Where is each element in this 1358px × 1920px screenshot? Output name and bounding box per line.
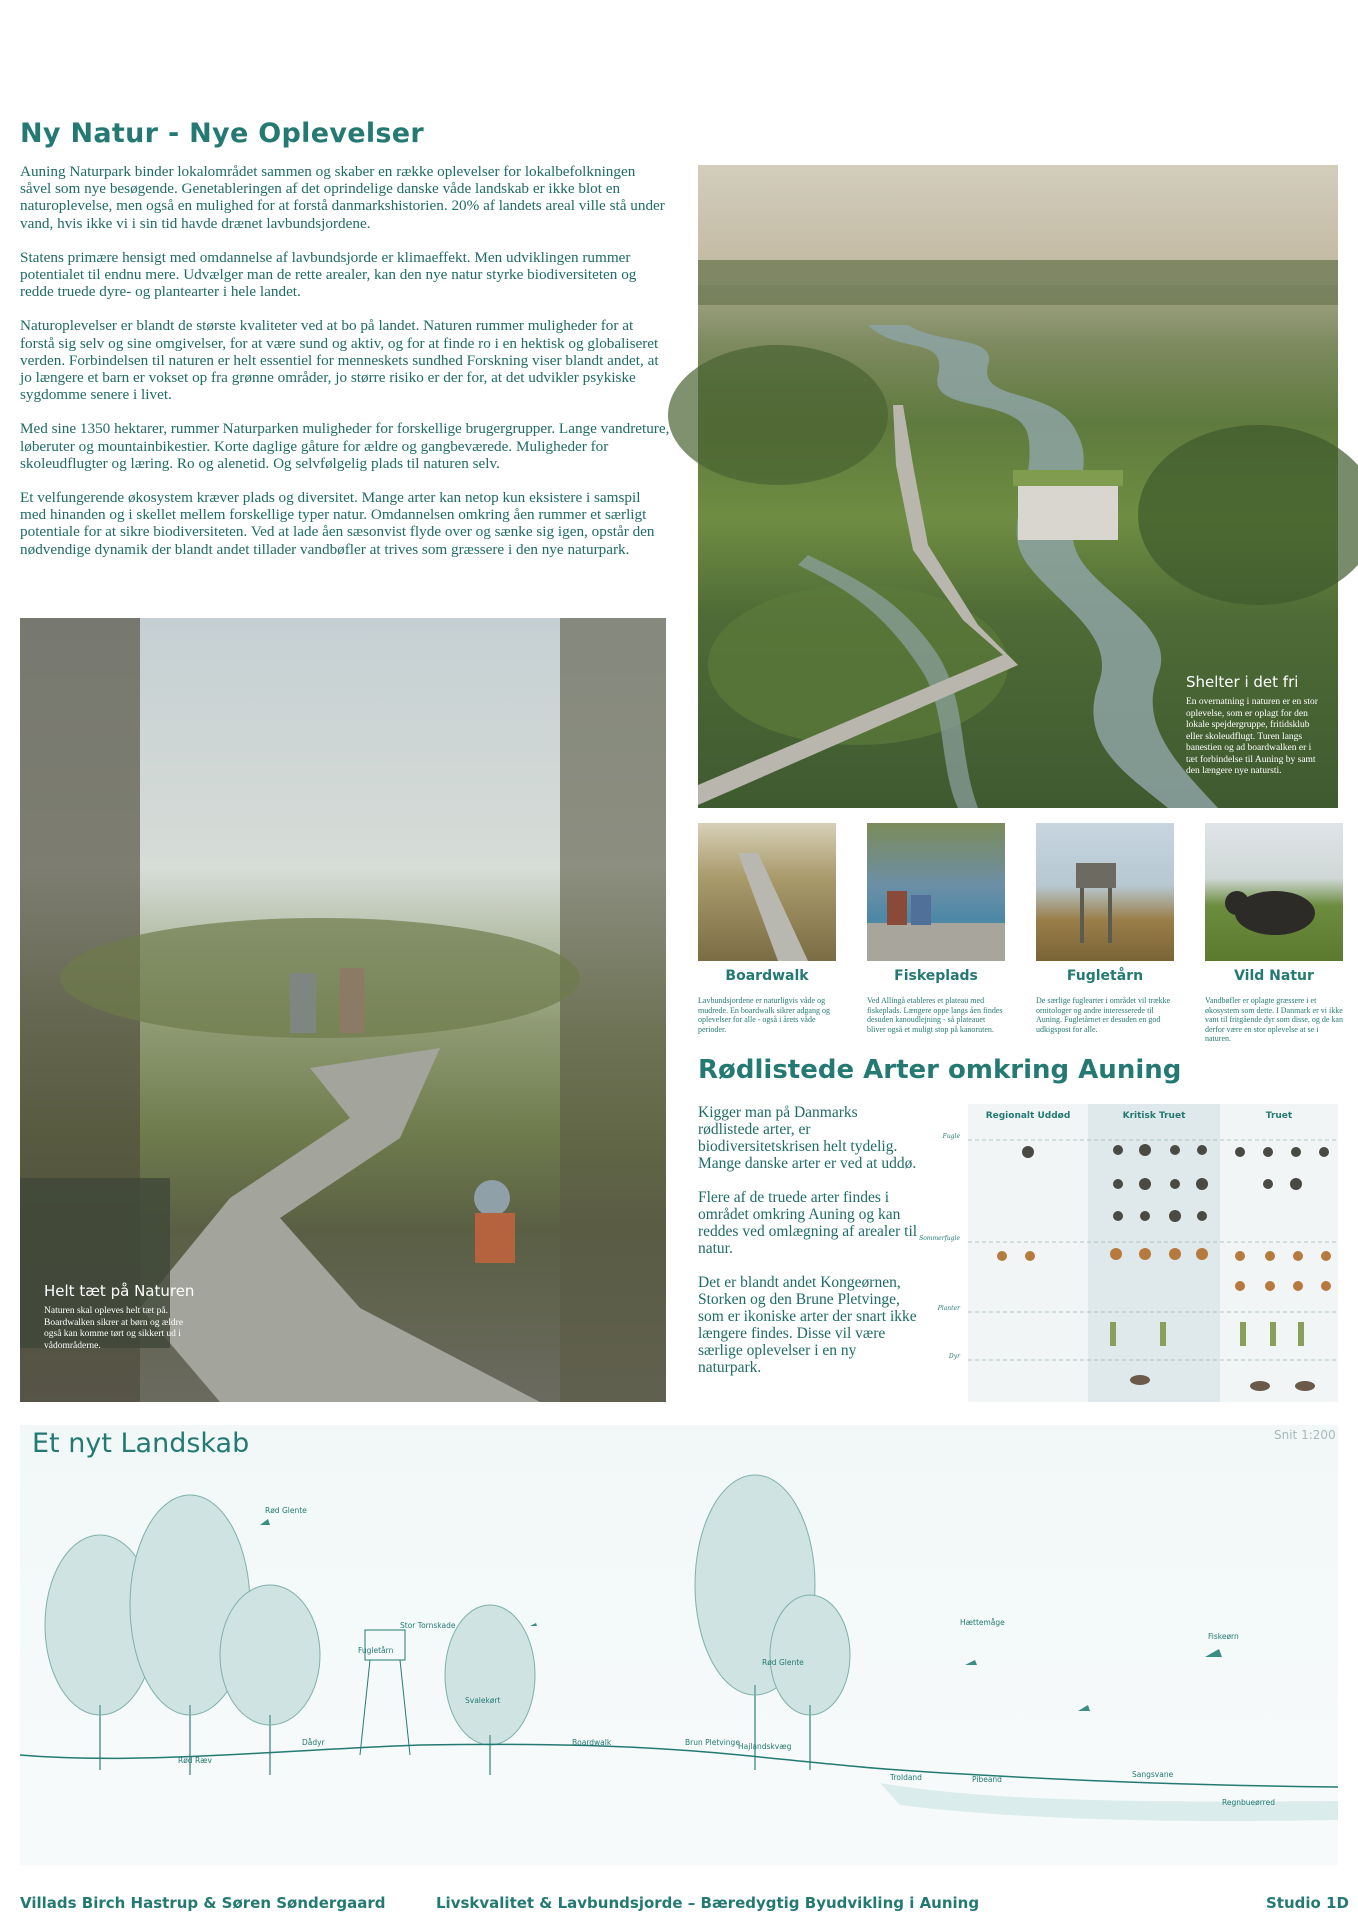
shelter-text: En overnatning i naturen er en stor oplevelse, som er oplagt for den lokale spejdergruppe, fritidsklub eller skoleudflugt. Turen langs banestien og ad boardwalken er i tæt forbindelse til Auning by samt den længere nye natursti.: [1186, 697, 1318, 776]
fugletarn-title: Fugletårn: [1066, 968, 1144, 984]
aerial-photo-shelter: [698, 165, 1338, 808]
boardwalk-thumbnail: [698, 823, 836, 961]
label-stor-tornskade: Stor Tornskade: [400, 1621, 456, 1630]
boardwalk-text: Lavbundsjordene er naturligvis våde og mudrede. En boardwalk sikrer adgang og oplevelser for alle - også i årets våde perioder.: [698, 996, 830, 1034]
ground-line: [20, 1744, 1338, 1787]
intro-paragraph: Med sine 1350 hektarer, rummer Naturparken muligheder for forskellige brugergrupper. Lange vandreture, løberuter og mountainbikestier. Korte daglige gåture for ældre og gangbeværede. Muligheder for skoleudflugter og læring. Ro og alenetid. Og selvfølgelig plads til naturen selv.: [20, 420, 670, 472]
vild-natur-thumbnail: [1205, 823, 1343, 961]
label-fugletarn: Fugletårn: [358, 1646, 394, 1655]
footer-project: Livskvalitet & Lavbundsjorde – Bæredygtig Byudvikling i Auning: [436, 1894, 980, 1912]
footer-authors: Villads Birch Hastrup & Søren Søndergaard: [20, 1894, 386, 1912]
close-to-nature-text: Naturen skal opleves helt tæt på. Boardwalken sikrer at børn og ældre også kan komme tørt og sikkert ud i vådområderne.: [44, 1306, 184, 1351]
boardwalk-photo: [20, 618, 666, 1402]
species-grid-chart: [919, 1104, 1338, 1402]
species-grid: [919, 1104, 1338, 1402]
label-haettemage: Hættemåge: [960, 1618, 1005, 1627]
vild-natur-title: Vild Natur: [1234, 968, 1314, 984]
label-brun-pletvinge: Brun Pletvinge: [685, 1738, 740, 1747]
fugletarn-text: De særlige fuglearter i området vil trække ornitologer og andre interesserede til Auning. Fugletårnet er desuden en god udkigspost for alle.: [1036, 996, 1171, 1034]
column-label-endangered: Truet: [1265, 1111, 1293, 1121]
intro-paragraph: Auning Naturpark binder lokalområdet sammen og skaber en række oplevelser for lokalbefolkningen såvel som nye besøgende. Genetableringen af det oprindelige danske våde landskab er ikke blot en naturoplevelse, men også en mulighed for at forstå danmarkshistorien. 20% af landets areal ville stå under vand, hvis ikke vi i sin tid havde drænet lavbundsjordene.: [20, 163, 665, 232]
label-pibeand: Pibeand: [972, 1775, 1002, 1784]
fugletarn-thumbnail: [1036, 823, 1174, 961]
label-boardwalk: Boardwalk: [572, 1738, 612, 1747]
redlist-paragraph: Det er blandt andet Kongeørnen, Storken og den Brune Pletvinge, som er ikoniske arter der snart ikke længere findes. Disse vil være særlige oplevelser i en ny naturpark.: [698, 1274, 917, 1376]
intro-text: [20, 163, 670, 575]
label-hajlandskvaeg: Hajlandskvæg: [738, 1742, 792, 1751]
redlist-title: Rødlistede Arter omkring Auning: [698, 1055, 1182, 1085]
label-dadyr: Dådyr: [302, 1738, 325, 1747]
label-rod-glente-1: Rød Glente: [265, 1506, 307, 1515]
close-to-nature-title: Helt tæt på Naturen: [44, 1282, 195, 1300]
column-label-critical: Kritisk Truet: [1122, 1111, 1186, 1121]
footer-studio: Studio 1D: [1266, 1894, 1349, 1912]
redlist-paragraph: Kigger man på Danmarks rødlistede arter, er biodiversitetskrisen helt tydelig. Mange danske arter er ved at uddø.: [698, 1104, 917, 1172]
landscape-section-drawing: [20, 1425, 1338, 1865]
fiskeplads-thumbnail: [867, 823, 1005, 961]
redlist-text: [698, 1104, 920, 1393]
label-rod-raev: Rød Ræv: [178, 1756, 212, 1765]
label-rod-glente-2: Rød Glente: [762, 1658, 804, 1667]
label-fiskeorn: Fiskeørn: [1208, 1632, 1239, 1641]
label-troldand: Troldand: [890, 1773, 922, 1782]
fiskeplads-thumb-illustration: [867, 823, 1005, 961]
vild-natur-text: Vandbøfler er oplagte græssere i et økosystem som dette. I Danmark er vi ikke vant til fritgående dyr som disse, og de kan derfor være en stor oplevelse at se i naturen.: [1205, 996, 1343, 1043]
intro-paragraph: Naturoplevelser er blandt de største kvaliteter ved at bo på landet. Naturen rummer muligheder for at forstå sig selv og sine omgivelser, for at være sund og aktiv, og for at finde ro i en hektisk og globaliseret verden. Forbindelsen til naturen er helt essentiel for menneskets sundhed Forskning viser blandt andet, at jo længere et barn er vokset op fra grønne områder, jo større risiko er der for, at det udvikler psykiske sygdomme senere i livet.: [20, 317, 659, 404]
vild-natur-thumb-illustration: [1205, 823, 1343, 961]
column-label-regional: Regionalt Uddød: [985, 1111, 1071, 1121]
label-svalekort: Svalekørt: [465, 1696, 501, 1705]
redlist-paragraph: Flere af de truede arter findes i området omkring Auning og kan reddes ved omlægning af arealer til natur.: [698, 1189, 918, 1257]
boardwalk-title: Boardwalk: [725, 968, 809, 984]
section-scale: Snit 1:200: [1274, 1428, 1336, 1442]
label-sangsvane: Sangsvane: [1132, 1770, 1174, 1779]
row-label-butterflies: Sommerfugle: [919, 1235, 960, 1242]
row-label-birds: Fugle: [942, 1133, 960, 1140]
tree-silhouettes: [45, 1475, 850, 1745]
intro-paragraph: Et velfungerende økosystem kræver plads og diversitet. Mange arter kan netop kun eksistere i samspil med hinanden og i skellet mellem forskellige typer natur. Omdannelsen omkring åen rummer et særligt potentiale for at sikre biodiversiteten. Ved at lade åen sæsonvist flyde over og sænke sig igen, opstår den nødvendige dynamik der blandt andet tillader vandbøfler at trives som græssere i den nye naturpark.: [20, 489, 655, 558]
landscape-title: Et nyt Landskab: [32, 1428, 250, 1459]
landscape-section: [20, 1425, 1338, 1865]
page-title: Ny Natur - Nye Oplevelser: [20, 118, 424, 149]
fiskeplads-text: Ved Allingå etableres et plateau med fiskeplads. Længere oppe langs åen findes desuden kanoudlejning - så plateauet bliver også et muligt stop på kanoruten.: [867, 996, 1003, 1034]
fugletarn-thumb-illustration: [1036, 823, 1174, 961]
row-label-plants: Planter: [937, 1305, 960, 1312]
row-label-animals: Dyr: [948, 1353, 960, 1360]
label-regnbueorred: Regnbueørred: [1222, 1798, 1275, 1807]
boardwalk-thumb-illustration: [698, 823, 836, 961]
fiskeplads-title: Fiskeplads: [894, 968, 978, 984]
shelter-title: Shelter i det fri: [1186, 673, 1299, 691]
intro-paragraph: Statens primære hensigt med omdannelse af lavbundsjorde er klimaeffekt. Men udviklingen rummer potentialet til endnu mere. Udvælger man de rette arealer, kan den nye natur styrke biodiversiteten og redde truede dyre- og plantearter i hele landet.: [20, 248, 637, 301]
